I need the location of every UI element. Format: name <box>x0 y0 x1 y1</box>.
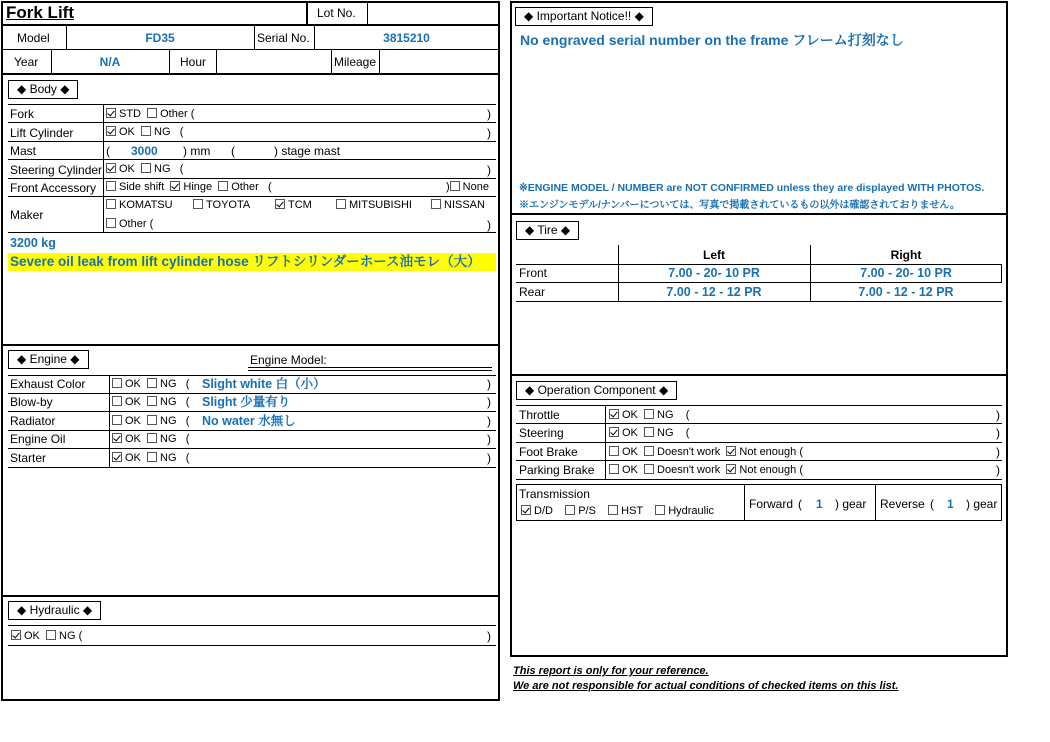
footer-disclaimer-1: This report is only for your reference. <box>513 665 709 677</box>
radiator-note: No water 水無し <box>202 414 296 428</box>
maker-other: Other ( <box>106 217 153 231</box>
throttle-ok-checkbox[interactable] <box>609 409 619 419</box>
model-value[interactable]: FD35 <box>145 31 175 45</box>
engine-oil-ng-checkbox[interactable] <box>147 433 157 443</box>
parking-brake-options: OK Doesn't work Not enough ( <box>609 463 803 477</box>
engine-oil-ok-checkbox[interactable] <box>112 433 122 443</box>
reverse-gear-label: ) gear <box>966 497 998 511</box>
tire-rear-label: Rear <box>519 285 546 299</box>
body-section-tag: ◆ Body ◆ <box>8 80 78 99</box>
mileage-label: Mileage <box>334 55 377 69</box>
throttle-label: Throttle <box>519 408 560 422</box>
exhaust-color-note: Slight white 白（小） <box>202 377 326 391</box>
engine-oil-close: ) <box>487 432 491 446</box>
hydraulic-ok-checkbox[interactable] <box>11 630 21 640</box>
radiator-label: Radiator <box>10 414 56 428</box>
tire-front-right: 7.00 - 20- 10 PR <box>860 266 952 280</box>
throttle-options: OK NG ( <box>609 408 689 422</box>
maker-label: Maker <box>10 208 44 222</box>
steering-label: Steering <box>519 426 564 440</box>
maker-tcm: TCM <box>275 198 312 212</box>
notice-warning-en: ※ENGINE MODEL / NUMBER are NOT CONFIRMED unless they are displayed WITH PHOTOS. <box>519 182 985 194</box>
radiator-options: OK NG ( <box>112 414 189 428</box>
blow-by-label: Blow-by <box>10 395 53 409</box>
lot-label: Lot No. <box>317 6 356 20</box>
tire-front-left: 7.00 - 20- 10 PR <box>668 266 760 280</box>
mast-height-value[interactable]: 3000 <box>131 144 158 158</box>
fork-close: ) <box>487 107 491 121</box>
lift-cylinder-ng-checkbox[interactable] <box>141 126 151 136</box>
parking-brake-label: Parking Brake <box>519 463 595 477</box>
page-title: Fork Lift <box>6 3 74 22</box>
tire-front-label: Front <box>519 266 548 280</box>
throttle-close: ) <box>996 408 1000 422</box>
foot-brake-label: Foot Brake <box>519 445 578 459</box>
hinge-checkbox[interactable] <box>170 181 180 191</box>
maker-options-row1: KOMATSU <box>106 198 173 212</box>
steering-cylinder-ng-checkbox[interactable] <box>141 163 151 173</box>
exhaust-color-options: OK NG ( <box>112 377 189 391</box>
maker-mitsubishi: MITSUBISHI <box>336 198 412 212</box>
steering-close: ) <box>996 426 1000 440</box>
transmission-label: Transmission <box>519 487 590 501</box>
engine-section-tag: ◆ Engine ◆ <box>8 350 89 369</box>
parking-brake-ok-checkbox[interactable] <box>609 464 619 474</box>
foot-brake-options: OK Doesn't work Not enough ( <box>609 445 803 459</box>
tire-section-tag: ◆ Tire ◆ <box>516 221 579 240</box>
exhaust-ng-checkbox[interactable] <box>147 378 157 388</box>
front-accessory-options: Side shift Hinge Other ( <box>106 180 272 194</box>
serial-value[interactable]: 3815210 <box>383 31 430 45</box>
transmission-options: D/D P/S HST Hydraulic <box>521 504 714 518</box>
starter-ng-checkbox[interactable] <box>147 452 157 462</box>
lift-cylinder-close: ) <box>487 126 491 140</box>
starter-close: ) <box>487 451 491 465</box>
mast-unit: ) mm <box>183 144 211 158</box>
tire-rear-left: 7.00 - 12 - 12 PR <box>666 285 762 299</box>
fork-std-checkbox[interactable] <box>106 108 116 118</box>
starter-label: Starter <box>10 451 47 465</box>
reverse-gear-value[interactable]: 1 <box>947 497 954 511</box>
accessory-none-checkbox[interactable] <box>450 181 460 191</box>
notice-section-tag: ◆ Important Notice!! ◆ <box>515 7 653 26</box>
parking-brake-not-enough-checkbox[interactable] <box>726 464 736 474</box>
steering-options: OK NG ( <box>609 426 689 440</box>
blow-by-close: ) <box>487 395 491 409</box>
year-value[interactable]: N/A <box>99 55 121 69</box>
hydraulic-ng-checkbox[interactable] <box>46 630 56 640</box>
transmission-hst-checkbox[interactable] <box>608 505 618 515</box>
maker-mitsubishi-checkbox[interactable] <box>336 199 346 209</box>
engine-oil-label: Engine Oil <box>10 432 66 446</box>
radiator-ng-checkbox[interactable] <box>147 415 157 425</box>
blow-by-ok-checkbox[interactable] <box>112 396 122 406</box>
throttle-ng-checkbox[interactable] <box>644 409 654 419</box>
maker-close: ) <box>487 218 491 232</box>
engine-model-label: Engine Model: <box>250 353 327 367</box>
transmission-dd-checkbox[interactable] <box>521 505 531 515</box>
hydraulic-close: ) <box>487 629 491 643</box>
lift-cylinder-label: Lift Cylinder <box>10 126 74 140</box>
model-label: Model <box>17 31 50 45</box>
fork-other-checkbox[interactable] <box>147 108 157 118</box>
accessory-other-checkbox[interactable] <box>218 181 228 191</box>
radiator-close: ) <box>487 414 491 428</box>
blow-by-options: OK NG ( <box>112 395 189 409</box>
hour-label: Hour <box>180 55 207 69</box>
radiator-ok-checkbox[interactable] <box>112 415 122 425</box>
maker-toyota-checkbox[interactable] <box>193 199 203 209</box>
mast-stage-open: ( <box>231 144 235 158</box>
forward-gear-value[interactable]: 1 <box>816 497 823 511</box>
tire-rear-right: 7.00 - 12 - 12 PR <box>858 285 954 299</box>
front-accessory-label: Front Accessory <box>10 181 97 195</box>
reverse-open: ( <box>930 497 934 511</box>
hydraulic-section-tag: ◆ Hydraulic ◆ <box>8 601 101 620</box>
lift-cylinder-options: OK NG ( <box>106 125 183 139</box>
foot-brake-not-enough-checkbox[interactable] <box>726 446 736 456</box>
engine-oil-options: OK NG ( <box>112 432 189 446</box>
lift-cylinder-ok-checkbox[interactable] <box>106 126 116 136</box>
fork-options: STD Other ( <box>106 107 194 121</box>
front-accessory-none: ) None <box>446 181 489 193</box>
foot-brake-doesnt-work-checkbox[interactable] <box>644 446 654 456</box>
exhaust-close: ) <box>487 377 491 391</box>
maker-tcm-checkbox[interactable] <box>275 199 285 209</box>
maker-other-checkbox[interactable] <box>106 218 116 228</box>
side-shift-checkbox[interactable] <box>106 181 116 191</box>
steering-cylinder-label: Steering Cylinder <box>10 163 103 177</box>
body-remark: Severe oil leak from lift cylinder hose リフトシリンダーホース油モレ（大） <box>8 253 496 271</box>
steering-cylinder-options: OK NG ( <box>106 162 183 176</box>
operation-section-tag: ◆ Operation Component ◆ <box>516 381 677 400</box>
maker-toyota: TOYOTA <box>193 198 250 212</box>
forward-gear-label: ) gear <box>835 497 867 511</box>
right-panel-frame <box>510 1 1008 657</box>
blow-by-note: Slight 少量有り <box>202 395 291 409</box>
mast-open: ( <box>106 144 110 158</box>
steering-ng-checkbox[interactable] <box>644 427 654 437</box>
mast-label: Mast <box>10 144 37 158</box>
forward-open: ( <box>798 497 802 511</box>
maker-nissan: NISSAN <box>431 198 485 212</box>
exhaust-ok-checkbox[interactable] <box>112 378 122 388</box>
steering-cylinder-close: ) <box>487 163 491 177</box>
notice-main: No engraved serial number on the frame フレーム打刻なし <box>520 32 904 48</box>
starter-options: OK NG ( <box>112 451 189 465</box>
serial-label: Serial No. <box>257 31 310 45</box>
reverse-label: Reverse <box>880 497 925 511</box>
hydraulic-options: OK NG ( <box>11 629 82 643</box>
blow-by-ng-checkbox[interactable] <box>147 396 157 406</box>
steering-ok-checkbox[interactable] <box>609 427 619 437</box>
exhaust-color-label: Exhaust Color <box>10 377 86 391</box>
maker-komatsu-checkbox[interactable] <box>106 199 116 209</box>
notice-warning-ja: ※エンジンモデル/ナンバーについては、写真で掲載されているもの以外は確認されておりません。 <box>519 200 960 211</box>
transmission-hydraulic-checkbox[interactable] <box>655 505 665 515</box>
forward-label: Forward <box>749 497 794 511</box>
steering-cylinder-ok-checkbox[interactable] <box>106 163 116 173</box>
footer-disclaimer-2: We are not responsible for actual conditions of checked items on this list. <box>513 680 899 692</box>
year-label: Year <box>14 55 39 69</box>
foot-brake-ok-checkbox[interactable] <box>609 446 619 456</box>
fork-label: Fork <box>10 107 34 121</box>
mast-stage-label: ) stage mast <box>274 144 341 158</box>
capacity-value: 3200 kg <box>10 236 56 250</box>
tire-left-header: Left <box>703 248 725 262</box>
transmission-ps-checkbox[interactable] <box>565 505 575 515</box>
starter-ok-checkbox[interactable] <box>112 452 122 462</box>
parking-brake-doesnt-work-checkbox[interactable] <box>644 464 654 474</box>
maker-nissan-checkbox[interactable] <box>431 199 441 209</box>
parking-brake-close: ) <box>996 463 1000 477</box>
foot-brake-close: ) <box>996 445 1000 459</box>
tire-right-header: Right <box>890 248 922 262</box>
